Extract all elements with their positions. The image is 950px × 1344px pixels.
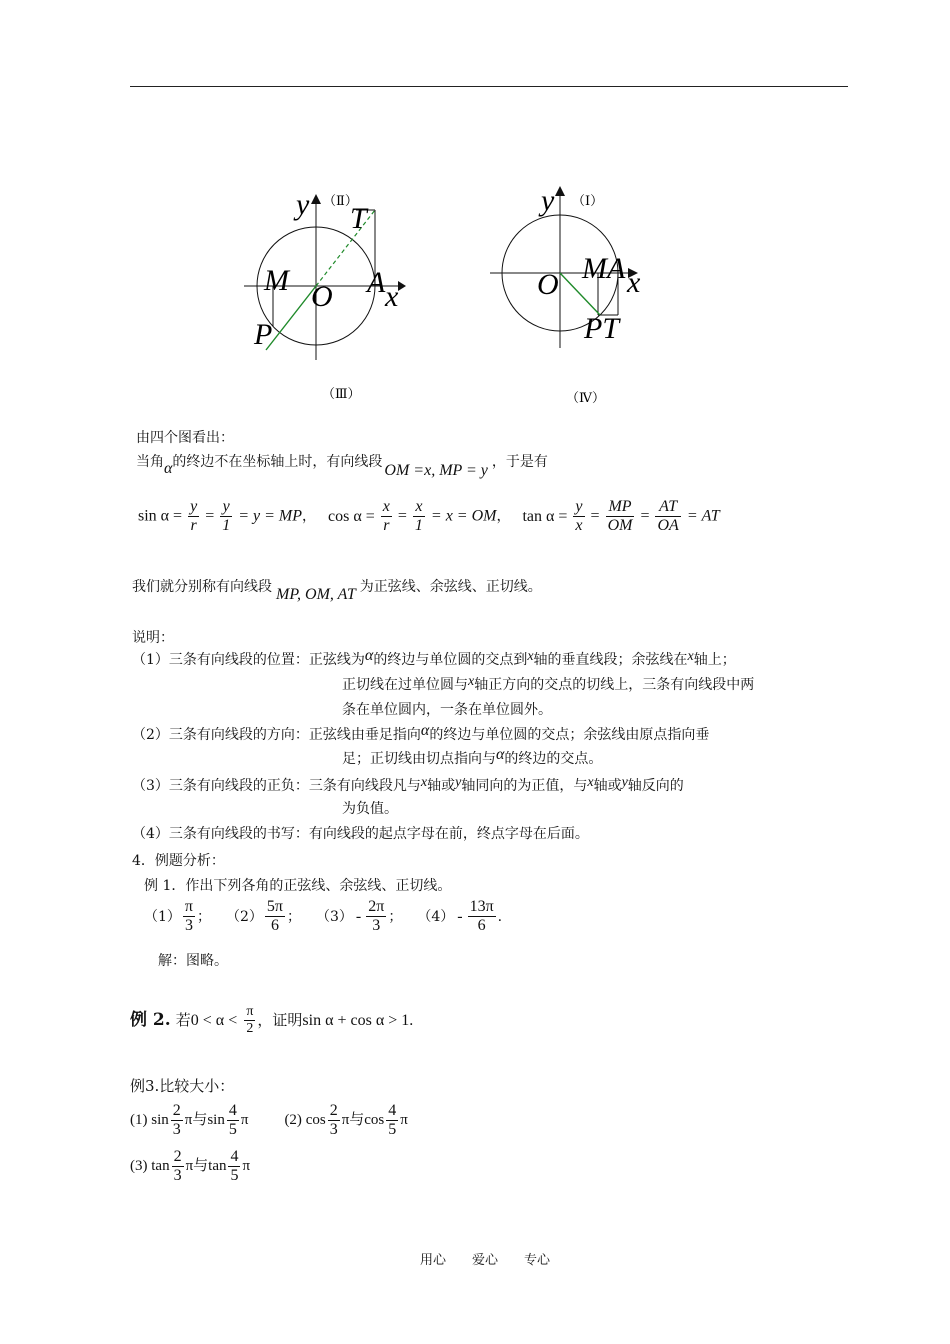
label-M: M bbox=[264, 264, 289, 297]
fraction-numerator: 2 bbox=[171, 1102, 183, 1121]
angle-fraction bbox=[183, 898, 195, 936]
fraction-numerator: 4 bbox=[386, 1102, 398, 1121]
naming-segments: MP, OM, AT bbox=[276, 586, 356, 603]
label-P: P bbox=[254, 318, 273, 351]
note-text: 轴正方向的交点的切线上，三条有向线段中两 bbox=[474, 677, 755, 693]
x-symbol: x bbox=[527, 649, 534, 664]
label-O: O bbox=[311, 280, 333, 313]
tan-rhs: = AT bbox=[686, 507, 720, 525]
angle-terminator: ； bbox=[197, 908, 211, 925]
quadrant-label-bottom: （Ⅲ） bbox=[322, 386, 361, 401]
minus-sign: - bbox=[457, 907, 463, 925]
cos-fraction-2: $\frac{x}{1}$ bbox=[414, 498, 423, 535]
label-T: T bbox=[350, 202, 367, 235]
x-symbol: x bbox=[468, 674, 475, 689]
angle-fraction-denominator: 6 bbox=[477, 917, 486, 935]
label-A: A bbox=[367, 266, 386, 299]
intro-mid: 的终边不在坐标轴上时，有向线段 bbox=[172, 454, 383, 470]
note-text: 轴或 bbox=[593, 778, 622, 794]
definition-formulas bbox=[138, 498, 720, 536]
label-x: x bbox=[385, 280, 399, 313]
note-item-1-line-1 bbox=[132, 648, 736, 673]
note-text: 的终边与单位圆的交点；余弦线由原点指向垂 bbox=[429, 727, 710, 743]
fraction-numerator: 4 bbox=[227, 1102, 239, 1121]
example-1-angles bbox=[144, 898, 524, 936]
tan-lhs: tan α = bbox=[522, 507, 568, 525]
note-text: 轴反向的 bbox=[627, 778, 684, 794]
alpha-symbol: α bbox=[420, 722, 430, 739]
note-item-3-label: （3）三条有向线段的正负： bbox=[132, 778, 309, 794]
label-MA: MA bbox=[582, 252, 626, 285]
angle-fraction-numerator: 13π bbox=[468, 898, 496, 917]
note-item-1-label: （1）三条有向线段的位置： bbox=[132, 652, 309, 668]
fraction-numerator: 4 bbox=[228, 1148, 240, 1167]
pi-symbol: π bbox=[240, 1112, 249, 1129]
separator: ， bbox=[496, 509, 511, 525]
example-3-item-3 bbox=[130, 1148, 251, 1185]
equals: = bbox=[590, 507, 600, 525]
quadrant-label-top: （Ⅱ） bbox=[323, 193, 358, 208]
angle-terminator: ； bbox=[287, 908, 301, 925]
tan-fraction-1: $\frac{y}{x}$ bbox=[575, 498, 583, 535]
footer bbox=[420, 1249, 550, 1268]
example-3-item-1 bbox=[130, 1102, 249, 1139]
fraction bbox=[227, 1102, 239, 1140]
angle-fraction-numerator: 2π bbox=[366, 898, 386, 917]
fraction bbox=[228, 1148, 240, 1186]
x-symbol: x bbox=[687, 649, 694, 664]
y-axis-arrow bbox=[555, 186, 565, 196]
label-PT: PT bbox=[584, 312, 620, 345]
example-1-title: 例 1．作出下列各角的正弦线、余弦线、正切线。 bbox=[144, 878, 452, 894]
note-text: 正切线在过单位圆与 bbox=[342, 677, 468, 693]
note-item-3-line-1 bbox=[132, 774, 684, 799]
angle-fraction-denominator: 3 bbox=[184, 917, 193, 935]
separator: ， bbox=[302, 509, 317, 525]
pi-symbol: π bbox=[400, 1112, 408, 1129]
alpha-symbol: α bbox=[496, 746, 505, 763]
sin-fraction-1: $\frac{y}{r}$ bbox=[190, 498, 198, 535]
example-2-text: 若 bbox=[175, 1011, 191, 1030]
fraction-denominator: 5 bbox=[228, 1121, 237, 1139]
note-text: 轴的垂直线段；余弦线在 bbox=[533, 652, 688, 668]
fraction-numerator: 2 bbox=[328, 1102, 340, 1121]
example-3-row-2 bbox=[130, 1148, 286, 1186]
equals: = bbox=[640, 507, 650, 525]
example-3-row-1 bbox=[130, 1102, 444, 1140]
note-text: 的终边的交点。 bbox=[504, 751, 603, 767]
note-item-2-line-1 bbox=[132, 723, 709, 747]
equals: = bbox=[205, 507, 215, 525]
function-name: cos bbox=[364, 1112, 385, 1129]
fraction bbox=[328, 1102, 340, 1140]
cos-rhs: = x = OM bbox=[430, 507, 497, 525]
example-2-inequality: 0 < α < bbox=[190, 1012, 238, 1030]
quadrant-label-bottom: （Ⅳ） bbox=[566, 390, 605, 405]
example-2-fraction: $\frac{\pi}{2}$ bbox=[246, 1004, 254, 1037]
x-axis-arrow bbox=[398, 281, 406, 291]
footer-text-2: 爱心 bbox=[472, 1253, 499, 1268]
item-index: (3) bbox=[130, 1158, 152, 1175]
footer-text-1: 用心 bbox=[420, 1253, 447, 1268]
cos-lhs: cos α = bbox=[328, 507, 375, 525]
x-symbol: x bbox=[587, 775, 594, 790]
y-symbol: y bbox=[621, 775, 628, 790]
equals: = bbox=[397, 507, 407, 525]
fraction-numerator: 2 bbox=[172, 1148, 184, 1167]
note-item-4-label: （4）三条有向线段的书写： bbox=[132, 826, 309, 842]
note-item-1-line-2 bbox=[342, 673, 754, 698]
minus-sign: - bbox=[355, 907, 362, 925]
example-1-solution: 解：图略。 bbox=[158, 953, 228, 969]
angle-terminator: . bbox=[497, 908, 503, 925]
note-item-4 bbox=[132, 822, 589, 846]
note-item-1-line-3: 条在单位圆内，一条在单位圆外。 bbox=[342, 702, 552, 718]
pi-symbol: π bbox=[242, 1158, 251, 1175]
cos-fraction-1: $\frac{x}{r}$ bbox=[382, 498, 390, 535]
intro-prefix: 当角 bbox=[136, 454, 164, 470]
function-name: tan bbox=[208, 1158, 227, 1175]
note-text: 轴上； bbox=[693, 652, 736, 668]
note-text: 轴同向的为正值，与 bbox=[461, 778, 588, 794]
alpha-symbol: α bbox=[164, 460, 173, 477]
angle-fraction bbox=[265, 898, 285, 936]
header-rule bbox=[130, 86, 848, 87]
item-index: (2) bbox=[284, 1112, 306, 1129]
function-name: cos bbox=[305, 1112, 326, 1129]
fraction bbox=[171, 1102, 183, 1140]
alpha-symbol: α bbox=[364, 647, 374, 664]
angle-fraction-denominator: 3 bbox=[372, 917, 381, 935]
fraction bbox=[386, 1102, 398, 1140]
angle-index: （3） bbox=[323, 908, 353, 925]
connector: π与 bbox=[341, 1112, 365, 1129]
y-symbol: y bbox=[455, 775, 462, 790]
function-name: sin bbox=[151, 1112, 169, 1129]
y-axis-arrow bbox=[311, 194, 321, 204]
fraction bbox=[172, 1148, 184, 1186]
sin-rhs: = y = MP bbox=[238, 507, 303, 525]
item-index: (1) bbox=[130, 1112, 152, 1129]
tan-fraction-3: $\frac{AT}{OA}$ bbox=[657, 498, 679, 535]
note-text: 正弦线由垂足指向 bbox=[308, 727, 421, 743]
example-3-title: 例3.比较大小： bbox=[130, 1077, 235, 1095]
fraction-denominator: 3 bbox=[329, 1121, 338, 1139]
angle-fraction-denominator: 6 bbox=[270, 917, 279, 935]
intro-line-1: 由四个图看出： bbox=[136, 430, 234, 446]
quadrant-label-top: （Ⅰ） bbox=[572, 193, 604, 208]
intro-line-2 bbox=[136, 451, 548, 479]
naming-prefix: 我们就分别称有向线段 bbox=[132, 579, 272, 595]
label-x: x bbox=[627, 266, 641, 299]
angle-fraction bbox=[468, 898, 496, 936]
note-text: 三条有向线段凡与 bbox=[308, 778, 421, 794]
connector: π与 bbox=[185, 1158, 209, 1175]
note-item-2-line-2 bbox=[342, 747, 602, 771]
angle-index: （2） bbox=[233, 908, 263, 925]
note-text: 有向线段的起点字母在前，终点字母在后面。 bbox=[308, 826, 589, 842]
intro-suffix: ，于是有 bbox=[491, 454, 548, 470]
naming-suffix: 为正弦线、余弦线、正切线。 bbox=[359, 579, 542, 595]
function-name: sin bbox=[207, 1112, 225, 1129]
label-O: O bbox=[537, 268, 559, 301]
sin-lhs: sin α = bbox=[138, 507, 183, 525]
intro-formula: OM =x, MP = y bbox=[384, 462, 488, 479]
note-text: 轴或 bbox=[427, 778, 456, 794]
note-text: 正弦线为 bbox=[308, 652, 365, 668]
note-item-2-label: （2）三条有向线段的方向： bbox=[132, 727, 309, 743]
example-2-label: 例 2. bbox=[130, 1010, 171, 1031]
angle-index: （1） bbox=[144, 908, 181, 925]
x-symbol: x bbox=[420, 775, 428, 790]
unit-circle-figure-quadrants-1-4 bbox=[480, 180, 680, 420]
example-3-item-2 bbox=[284, 1102, 408, 1139]
fraction-denominator: 5 bbox=[388, 1121, 397, 1139]
sin-fraction-2: $\frac{y}{1}$ bbox=[222, 498, 231, 535]
naming-line bbox=[132, 576, 542, 603]
notes-heading: 说明： bbox=[132, 630, 174, 646]
angle-fraction bbox=[366, 898, 386, 936]
label-y: y bbox=[541, 184, 555, 217]
angle-fraction-numerator: π bbox=[183, 898, 195, 917]
footer-text-3: 专心 bbox=[524, 1253, 551, 1268]
note-text: 足；正切线由切点指向与 bbox=[342, 751, 496, 767]
angle-terminator: ； bbox=[388, 908, 403, 925]
fraction-denominator: 3 bbox=[173, 1167, 182, 1185]
example-2 bbox=[130, 1004, 413, 1037]
tan-fraction-2: $\frac{MP}{OM}$ bbox=[607, 498, 633, 535]
angle-fraction-numerator: 5π bbox=[265, 898, 285, 917]
angle-index: （4） bbox=[424, 908, 455, 925]
example-1-angle-1 bbox=[144, 898, 211, 935]
connector: π与 bbox=[184, 1112, 208, 1129]
fraction-denominator: 5 bbox=[230, 1167, 239, 1185]
unit-circle-figure-quadrants-2-3 bbox=[230, 180, 430, 420]
label-y: y bbox=[296, 188, 310, 221]
fraction-denominator: 3 bbox=[172, 1121, 181, 1139]
example-2-claim: sin α + cos α > 1. bbox=[302, 1012, 414, 1030]
function-name: tan bbox=[151, 1158, 170, 1175]
example-2-text: ，证明 bbox=[257, 1011, 303, 1030]
note-item-3-line-2: 为负值。 bbox=[342, 801, 398, 817]
note-text: 的终边与单位圆的交点到 bbox=[373, 652, 528, 668]
examples-heading: 4．例题分析： bbox=[132, 853, 225, 869]
